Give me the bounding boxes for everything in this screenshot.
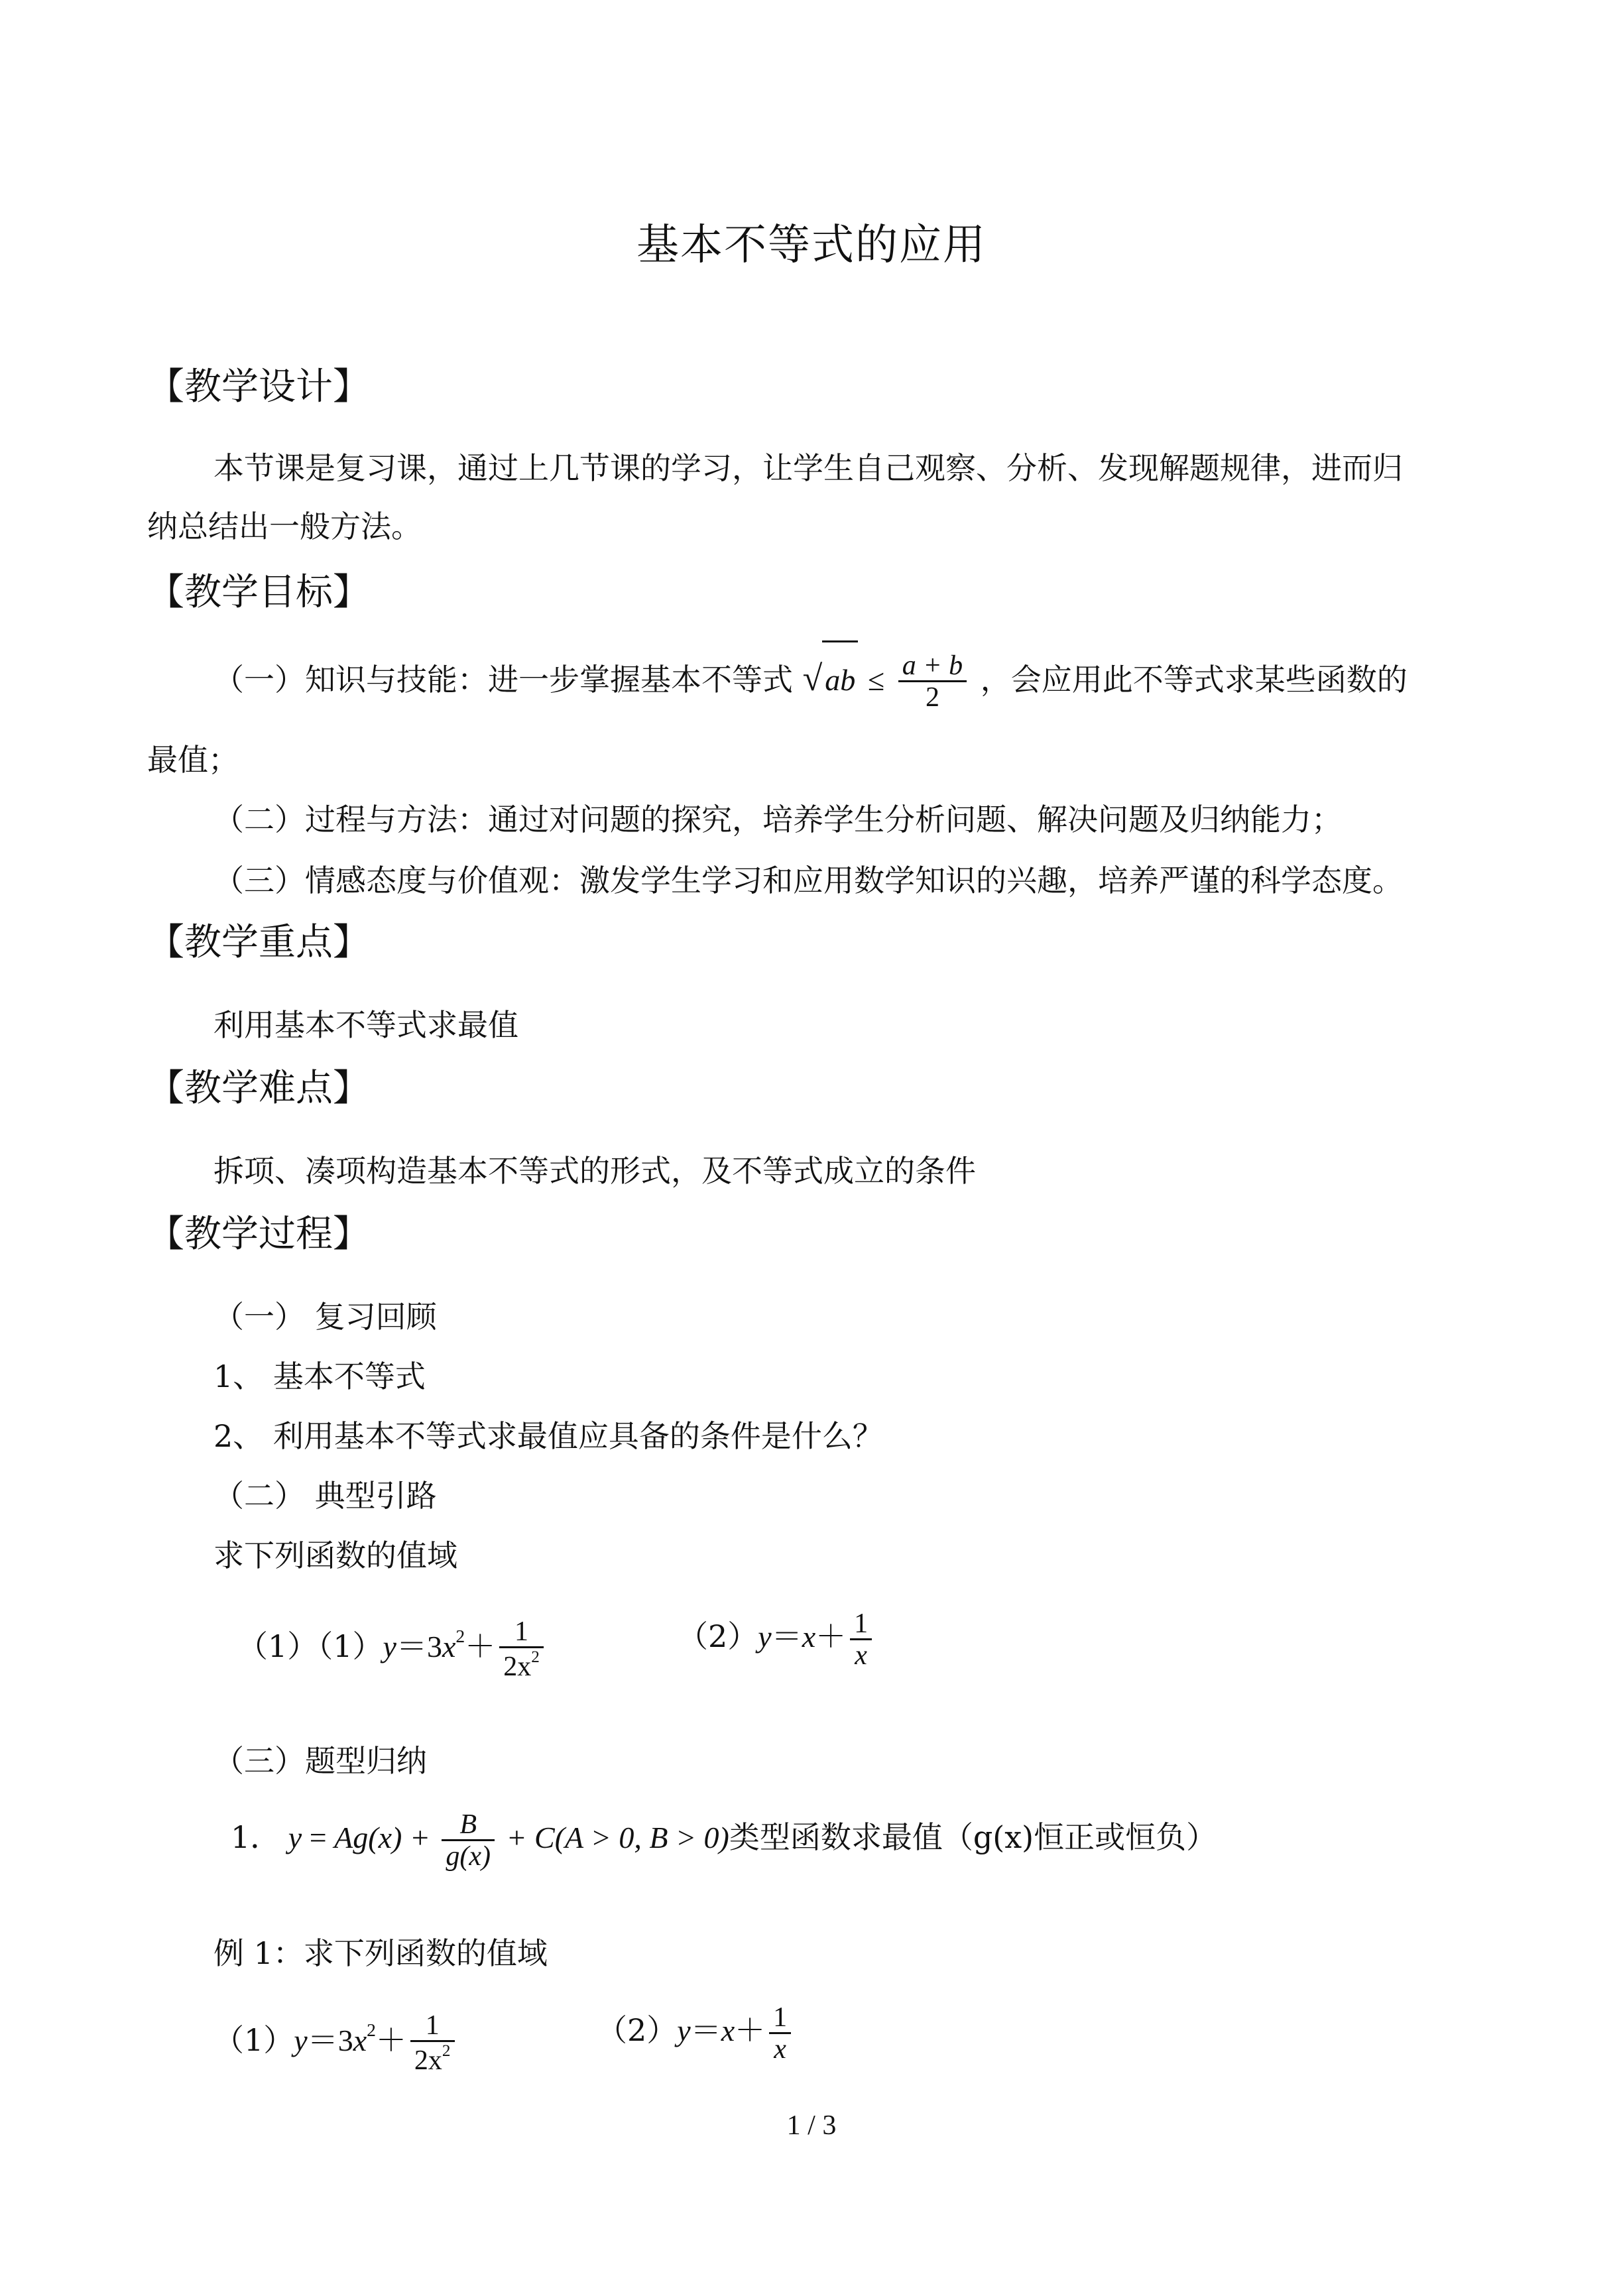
keypoint-text: 利用基本不等式求最值 <box>213 1007 518 1043</box>
example1-heading: 例 1：求下列函数的值域 <box>213 1935 548 1971</box>
sqrt-ab-formula: √ab <box>803 640 859 717</box>
fraction-a-plus-b-over-2 <box>898 651 967 713</box>
example1-a-num: 1 <box>425 2010 440 2041</box>
process-induction: （三）题型归纳 <box>213 1743 427 1779</box>
type1-den: g(x) <box>442 1839 495 1872</box>
example1-b-label: （2） <box>597 2012 678 2048</box>
type1-tail: + C(A > 0, B > 0) <box>499 1821 729 1854</box>
example1-a-exp: 2 <box>367 2020 376 2040</box>
section-heading-goals: 【教学目标】 <box>147 571 370 614</box>
example1-a-eq: ＝3 <box>307 2024 353 2058</box>
example-a-fraction <box>499 1617 544 1682</box>
example-a-den <box>499 1646 544 1682</box>
section-heading-process: 【教学过程】 <box>147 1213 370 1256</box>
design-paragraph-line1: 本节课是复习课，通过上几节课的学习，让学生自己观察、分析、发现解题规律，进而归 <box>213 450 1403 486</box>
example1-a-den-base: 2x <box>414 2045 442 2077</box>
goal-knowledge-prefix: （一）知识与技能：进一步掌握基本不等式 <box>213 662 793 697</box>
process-item-1: 1、 基本不等式 <box>213 1359 426 1394</box>
example1-b-fraction <box>769 2003 791 2065</box>
example1-a-den-exp: 2 <box>442 2042 451 2061</box>
example1-b-den: x <box>769 2032 791 2065</box>
example1-b-x: x <box>721 2014 735 2047</box>
example-b-label: （2） <box>678 1618 758 1654</box>
process-item-2: 2、 利用基本不等式求最值应具备的条件是什么？ <box>213 1418 883 1454</box>
page-title: 基本不等式的应用 <box>636 221 987 270</box>
example1-b-y: y <box>677 2014 691 2047</box>
sqrt-radicand: ab <box>822 640 858 717</box>
type1-label: 1． <box>231 1819 281 1855</box>
type1-arg: (x) + <box>368 1821 438 1854</box>
example1-a-fraction <box>410 2011 455 2076</box>
example-a-label: （1）（1） <box>237 1628 383 1665</box>
example1-b-num: 1 <box>773 2002 788 2033</box>
type1-desc: 类型函数求最值（g(x)恒正或恒负） <box>729 1819 1217 1855</box>
fraction-denominator: 2 <box>898 680 967 713</box>
example1-row-a <box>213 1997 459 2077</box>
design-paragraph-line2: 纳总结出一般方法。 <box>147 509 422 544</box>
type1-formula-line <box>231 1801 1217 1874</box>
type1-Ag: Ag <box>334 1821 369 1854</box>
goal-knowledge-cont: 最值； <box>147 742 239 778</box>
example-a-eq: ＝3 <box>396 1630 442 1664</box>
fraction-numerator: a + b <box>902 650 963 682</box>
type1-fraction <box>442 1810 495 1872</box>
leq-symbol: ≤ <box>867 663 885 697</box>
example-b-eq: ＝ <box>771 1620 802 1654</box>
section-heading-design: 【教学设计】 <box>147 365 370 408</box>
example-a-den-exp: 2 <box>531 1648 540 1667</box>
goal-knowledge-line <box>213 640 1408 720</box>
example1-a-den <box>410 2040 455 2076</box>
section-heading-keypoint: 【教学重点】 <box>147 921 370 964</box>
example-b-plus: ＋ <box>815 1620 847 1654</box>
example-b-x: x <box>802 1620 816 1654</box>
example1-a-y: y <box>294 2024 308 2058</box>
example-row-b <box>678 1603 876 1671</box>
example-a-num: 1 <box>514 1616 528 1648</box>
goal-knowledge-suffix: ，会应用此不等式求某些函数的 <box>980 662 1408 697</box>
example-b-den: x <box>850 1638 872 1671</box>
example-b-y: y <box>758 1620 772 1654</box>
example1-b-plus: ＋ <box>735 2014 766 2047</box>
example1-row-b <box>597 1997 795 2065</box>
goal-process-method: （二）过程与方法：通过对问题的探究，培养学生分析问题、解决问题及归纳能力； <box>213 802 1342 837</box>
section-heading-difficulty: 【教学难点】 <box>147 1067 370 1110</box>
example1-a-x: x <box>353 2024 367 2058</box>
type1-num: B <box>459 1809 477 1840</box>
difficulty-text: 拆项、凑项构造基本不等式的形式，及不等式成立的条件 <box>213 1153 976 1189</box>
example-a-x: x <box>442 1630 456 1664</box>
example1-a-label: （1） <box>213 2022 294 2059</box>
process-review: （一） 复习回顾 <box>213 1299 437 1335</box>
example-a-exp: 2 <box>455 1626 465 1646</box>
example-a-den-base: 2x <box>503 1652 532 1683</box>
goal-attitude-value: （三）情感态度与价值观：激发学生学习和应用数学知识的兴趣，培养严谨的科学态度。 <box>213 863 1403 898</box>
type1-y: y <box>288 1821 302 1854</box>
page-number: 1 / 3 <box>786 2110 837 2141</box>
example-b-fraction <box>850 1609 872 1671</box>
type1-eq: = <box>302 1821 335 1854</box>
process-ask: 求下列函数的值域 <box>213 1538 457 1573</box>
process-typical: （二） 典型引路 <box>213 1478 437 1514</box>
example-a-y: y <box>383 1630 396 1664</box>
example1-a-plus: ＋ <box>375 2024 406 2058</box>
example-a-plus: ＋ <box>465 1630 496 1664</box>
example1-b-eq: ＝ <box>690 2014 721 2047</box>
example-b-num: 1 <box>854 1608 869 1639</box>
example-row-a <box>237 1603 548 1683</box>
